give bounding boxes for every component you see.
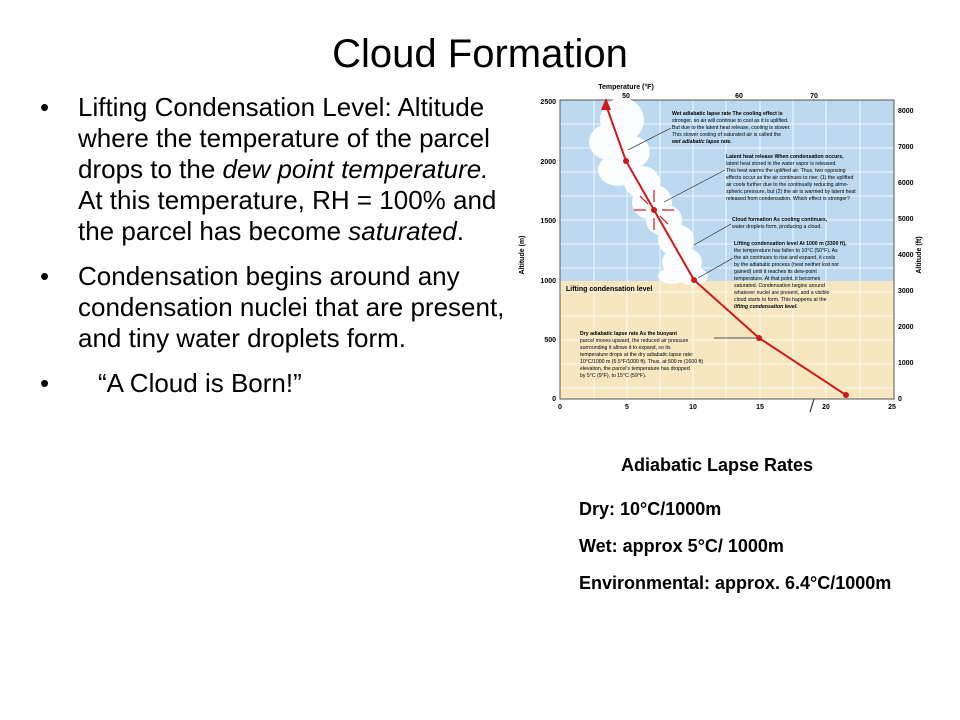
ann-lcl-line: by the adiabatic process (heat neither lost nor xyxy=(734,262,839,268)
lcl-label: Lifting Condensation Level: xyxy=(78,92,392,122)
annotation-dry xyxy=(580,331,703,379)
left-axis-ticks xyxy=(540,99,556,403)
ann-lat-line: Latent heat release When condensation occurs, xyxy=(726,154,844,160)
right-tick-1000: 1000 xyxy=(898,360,914,367)
ann-lcl-line: gained) until it reaches its dew-point xyxy=(734,269,817,275)
ann-dry-line: surrounding it allows it to expand, so its xyxy=(580,345,671,351)
ann-wet-line: Wet adiabatic lapse rate The cooling effect is xyxy=(672,111,783,117)
bottom-tick-25: 25 xyxy=(888,404,896,411)
ann-wet-line: stronger, so air will continue to cool as it is uplifted. xyxy=(672,118,789,124)
ann-wet-line: This slower cooling of saturated air is called the xyxy=(672,132,781,138)
right-axis-ticks xyxy=(898,108,914,403)
ann-lat-line: latent heat stored in the water vapor is released. xyxy=(726,161,837,167)
ann-dry-line: 10°C/1000 m (5.5°F/1000 ft). Thus, at 500 m (1600 ft) xyxy=(580,359,704,365)
right-tick-0: 0 xyxy=(898,396,902,403)
right-tick-4000: 4000 xyxy=(898,252,914,259)
ann-lcl-line: temperature. At that point, it becomes xyxy=(734,276,821,282)
condensation-text: Condensation begins around any condensation nuclei that are present, and tiny water droplets form. xyxy=(78,261,505,353)
lapse-rates-caption xyxy=(579,455,949,609)
right-tick-3000: 3000 xyxy=(898,288,914,295)
annotation-cloud-formation xyxy=(732,217,828,230)
right-tick-8000: 8000 xyxy=(898,108,914,115)
ground-tick xyxy=(810,399,814,412)
top-tick-50: 50 xyxy=(622,93,630,100)
bottom-tick-5: 5 xyxy=(625,404,629,411)
left-axis-title: Altitude (m) xyxy=(519,235,526,275)
bottom-axis-ticks xyxy=(558,404,896,411)
ann-cf-line: water droplets form, producing a cloud. xyxy=(732,224,822,230)
ann-dry-line: by 5°C (9°F), to 15°C (59°F). xyxy=(580,373,647,379)
adiabatic-diagram xyxy=(514,84,926,430)
ann-lat-line: This heat warms the uplifted air. Thus, two opposing xyxy=(726,168,846,174)
caption-wet: Wet: approx 5°C/ 1000m xyxy=(579,536,784,556)
ann-dry-line: Dry adiabatic lapse rate As the buoyant xyxy=(580,331,677,337)
left-tick-0: 0 xyxy=(552,396,556,403)
ann-dry-line: parcel moves upward, the reduced air pressure xyxy=(580,338,689,344)
ann-lcl-line: Lifting condensation level At 1000 m (3300 ft), xyxy=(734,241,847,247)
bullet-lcl xyxy=(40,92,510,247)
ann-cf-line: Cloud formation As cooling continues, xyxy=(732,217,828,223)
ann-wet-line: But due to the latent heat release, cooling is slower. xyxy=(672,125,791,131)
left-tick-1000: 1000 xyxy=(540,278,556,285)
bullet-condensation xyxy=(40,261,510,354)
right-tick-6000: 6000 xyxy=(898,180,914,187)
top-tick-70: 70 xyxy=(810,93,818,100)
right-tick-5000: 5000 xyxy=(898,216,914,223)
lcl-text-1: Altitude where the temperature of the parcel drops to the xyxy=(78,92,490,184)
caption-environmental: Environmental: approx. 6.4°C/1000m xyxy=(579,573,892,593)
left-tick-2500: 2500 xyxy=(540,99,556,106)
ann-wet-line: wet adiabatic lapse rate. xyxy=(672,139,732,145)
caption-dry: Dry: 10°C/1000m xyxy=(579,499,722,519)
bullet-dot: • xyxy=(40,261,50,291)
ann-lcl-line: saturated. Condensation begins around xyxy=(734,283,825,289)
right-axis-title: Altitude (ft) xyxy=(916,236,923,274)
ann-lcl-line: the temperature has fallen to 10°C (50°F). As xyxy=(734,248,838,254)
top-tick-60: 60 xyxy=(735,93,743,100)
left-tick-1500: 1500 xyxy=(540,218,556,225)
ann-lat-line: released from condensation. Which effect is stronger? xyxy=(726,196,850,202)
right-tick-7000: 7000 xyxy=(898,144,914,151)
bullet-dot: • xyxy=(40,92,50,122)
ann-dry-line: elevation, the parcel's temperature has dropped xyxy=(580,366,690,372)
bottom-tick-0: 0 xyxy=(558,404,562,411)
saturated-term: saturated xyxy=(348,216,457,246)
ann-lcl-line: the air continues to rise and expand, it cools xyxy=(734,255,836,261)
cloud-born-text: “A Cloud is Born!” xyxy=(98,368,302,398)
left-tick-2000: 2000 xyxy=(540,159,556,166)
lcl-label: Lifting condensation level xyxy=(566,286,653,293)
ann-lat-line: air cools further due to the continually reducing atmo- xyxy=(726,182,849,188)
caption-title: Adiabatic Lapse Rates xyxy=(621,455,814,475)
bottom-tick-10: 10 xyxy=(689,404,697,411)
left-tick-500: 500 xyxy=(544,337,556,344)
right-tick-2000: 2000 xyxy=(898,324,914,331)
ann-lcl-line: whatever nuclei are present, and a visible xyxy=(734,290,830,296)
bullet-cloud-born xyxy=(40,368,510,399)
top-axis-ticks xyxy=(622,93,818,100)
bullet-list xyxy=(40,92,510,413)
slide-title: Cloud Formation xyxy=(332,32,628,76)
ann-dry-line: temperature drops at the dry adiabatic lapse rate: xyxy=(580,352,694,358)
bottom-tick-15: 15 xyxy=(756,404,764,411)
ann-lcl-line: lifting condensation level. xyxy=(734,304,798,310)
ann-lat-line: effects occur as the air continues to rise: (1) the uplifted xyxy=(726,175,854,181)
dew-point-term: dew point temperature. xyxy=(222,154,489,184)
bottom-tick-20: 20 xyxy=(822,404,830,411)
ann-lcl-line: cloud starts to form. This happens at the xyxy=(734,297,827,303)
bullet-dot: • xyxy=(40,368,50,398)
ann-lat-line: spheric pressure, but (2) the air is warmed by latent heat xyxy=(726,189,856,195)
top-axis-title: Temperature (°F) xyxy=(598,84,654,91)
lcl-text-3: . xyxy=(456,216,464,246)
lcl-text-2: At this temperature, RH = 100% and the parcel has become xyxy=(78,185,497,246)
